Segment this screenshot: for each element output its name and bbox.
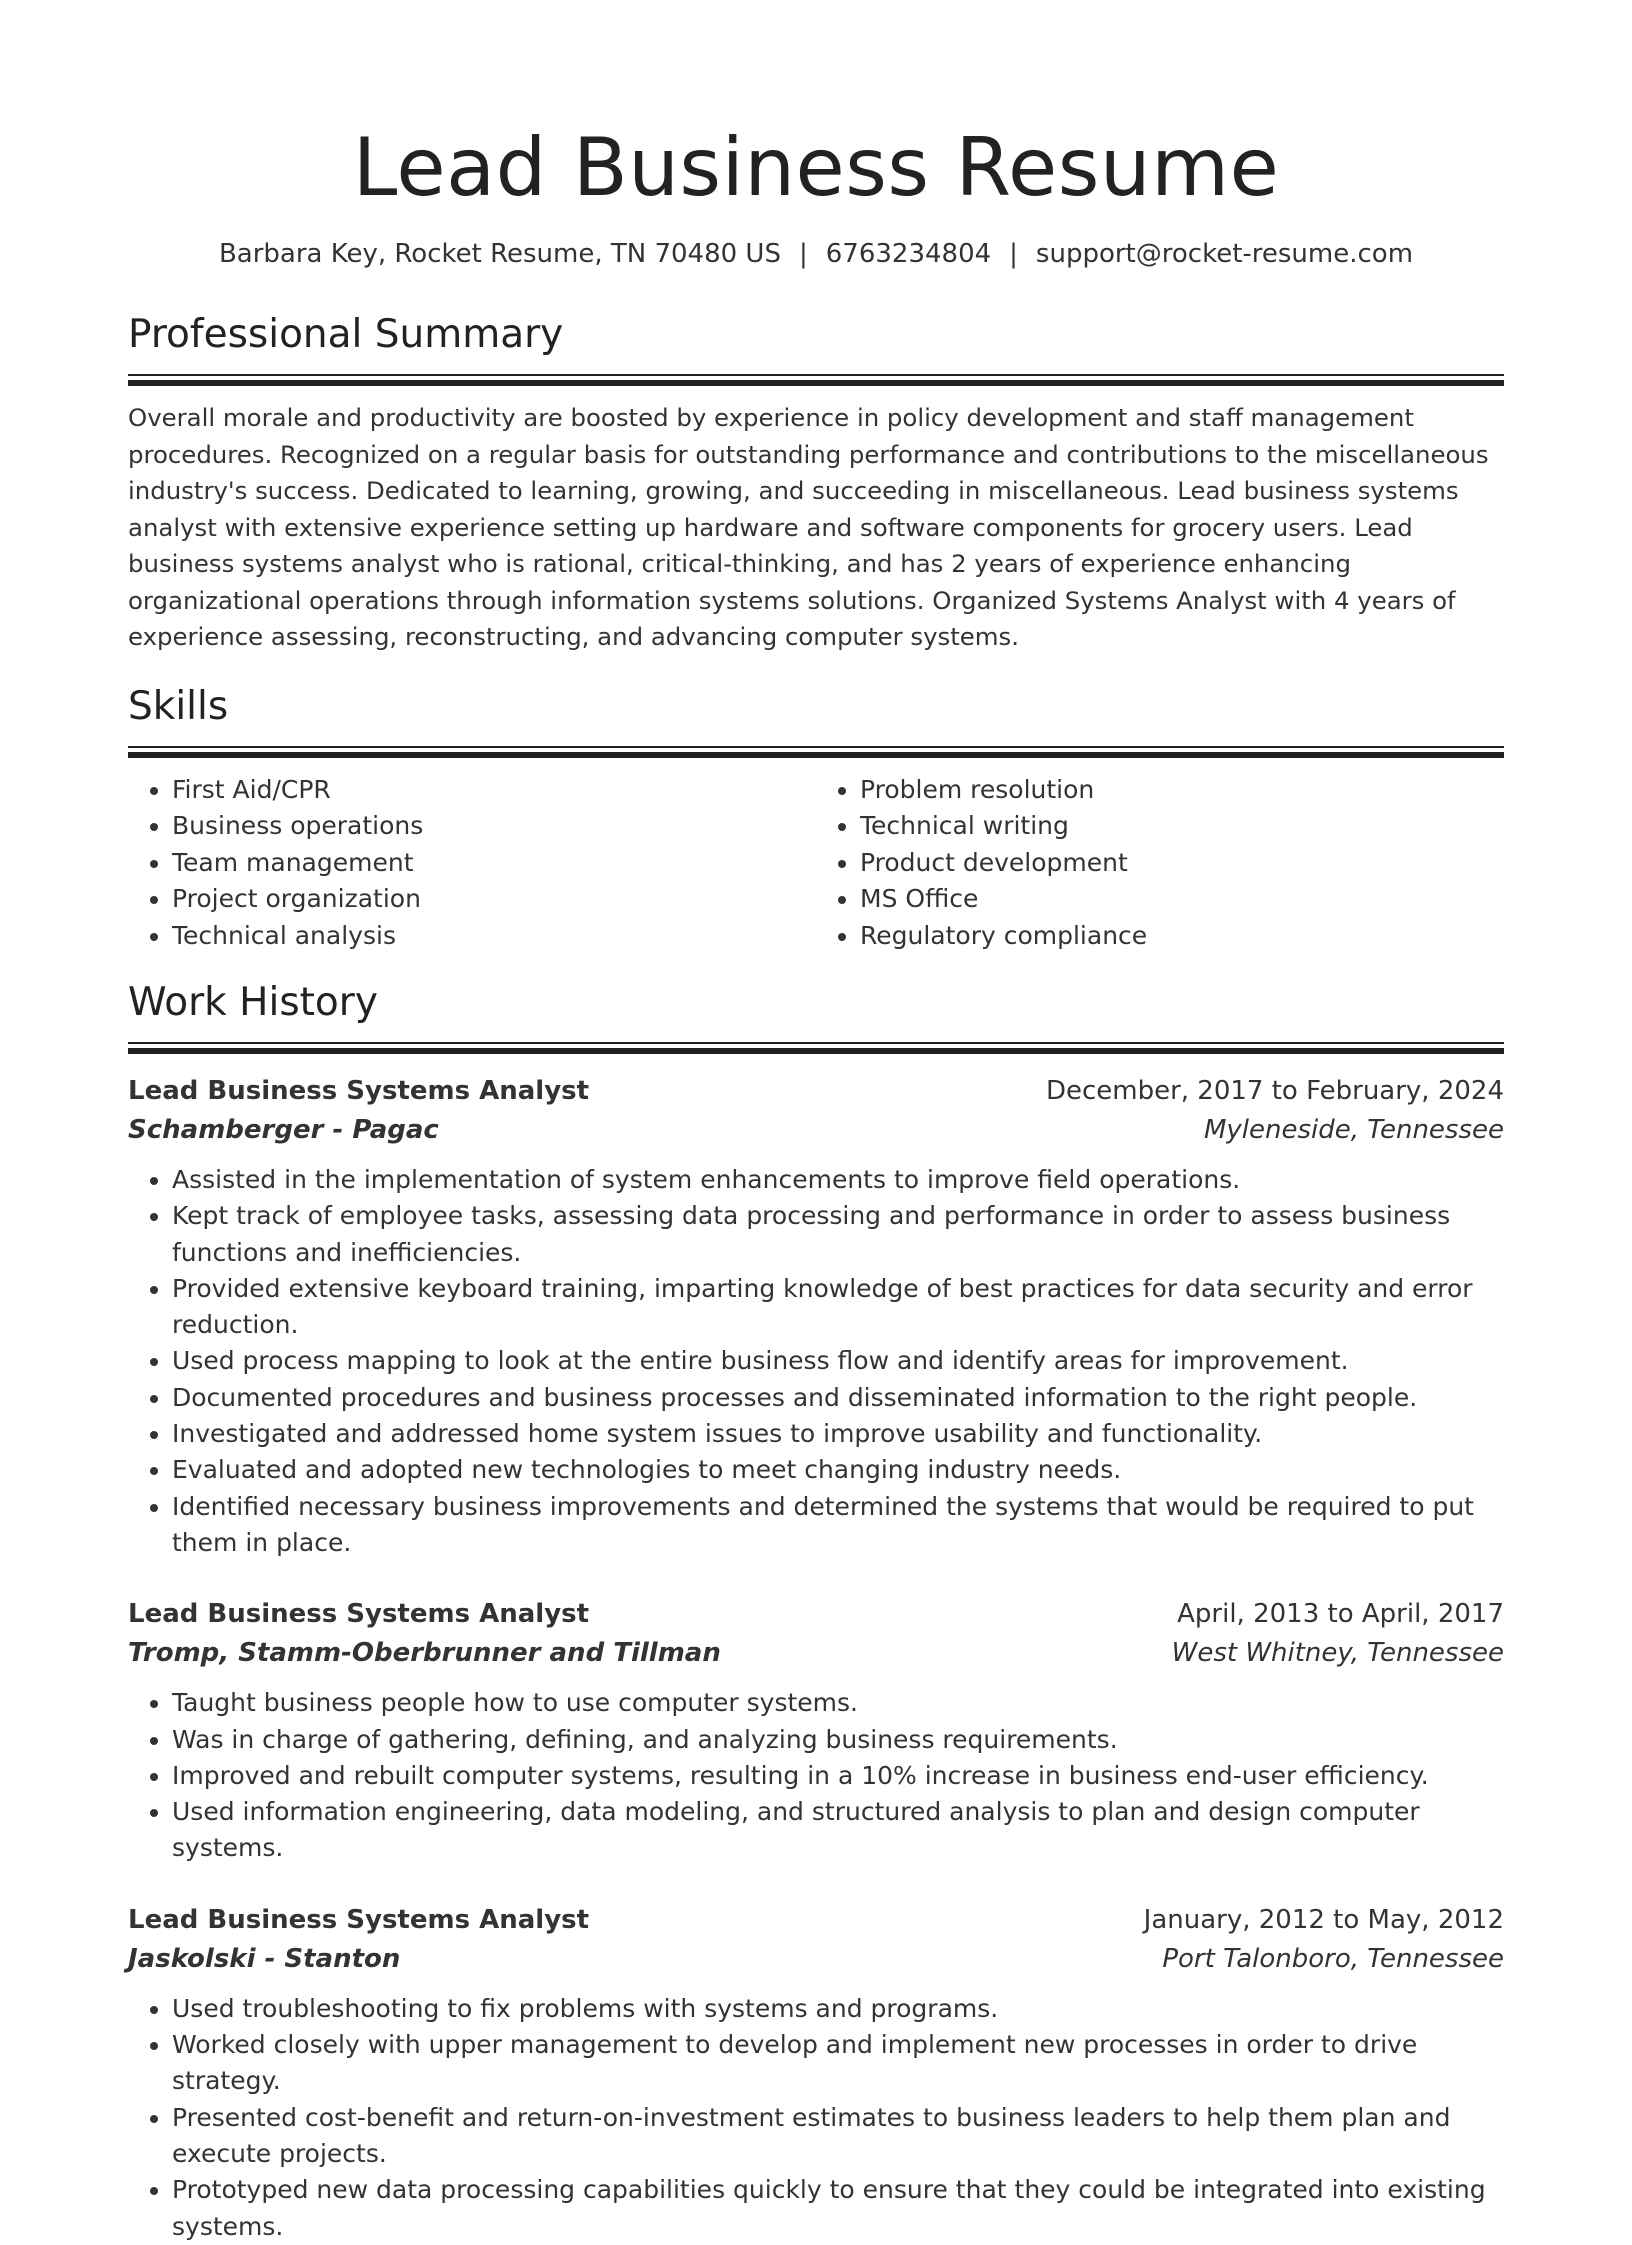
contact-separator: | [1009, 239, 1018, 269]
skills-list-left [128, 772, 816, 955]
section-divider [128, 1042, 1504, 1054]
skills-columns [128, 772, 1504, 955]
section-heading-skills: Skills [128, 683, 229, 729]
section-divider [128, 374, 1504, 386]
job-location: West Whitney, Tennessee [1171, 1638, 1504, 1669]
skill-item: • First Aid/CPR [172, 772, 816, 809]
summary-text: Overall morale and productivity are boosted by experience in policy development and staff management procedures. Recognized on a regular basis for outstanding performance and contributions to the miscellaneous industry's success. Dedicated to learning, growing, and succeeding in miscellaneous. Lead business systems analyst with extensive experience setting up hardware and software components for grocery users. Lead business systems analyst who is rational, critical-thinking, and has 2 years of experience enhancing organizational operations through information systems solutions. Organized Systems Analyst with 4 years of experience assessing, reconstructing, and advancing computer systems. [128, 403, 1489, 651]
job-bullet: • Taught business people how to use computer systems. [172, 1685, 1504, 1721]
skill-item: • Business operations [172, 808, 816, 845]
job-bullet: • Kept track of employee tasks, assessing data processing and performance in order to assess business functions and inefficiencies. [172, 1198, 1504, 1271]
skill-item: • Team management [172, 845, 816, 882]
skills-list-right [816, 772, 1504, 955]
job-bullet: • Evaluated and adopted new technologies to meet changing industry needs. [172, 1452, 1504, 1488]
job-company: Jaskolski - Stanton [128, 1943, 401, 1974]
job-bullet: • Presented cost-benefit and return-on-investment estimates to business leaders to help them plan and execute projects. [172, 2100, 1504, 2173]
job-dates: April, 2013 to April, 2017 [1177, 1599, 1504, 1630]
job-title: Lead Business Systems Analyst [128, 1076, 590, 1106]
skills-section [128, 682, 1504, 955]
job-location: Myleneside, Tennessee [1203, 1115, 1504, 1145]
job-bullet: • Investigated and addressed home system issues to improve usability and functionality. [172, 1416, 1504, 1452]
job-dates: December, 2017 to February, 2024 [1045, 1076, 1504, 1106]
job-bullet: • Used troubleshooting to fix problems with systems and programs. [172, 1991, 1504, 2027]
job-company: Schamberger - Pagac [128, 1115, 439, 1145]
contact-email: support@rocket-resume.com [1035, 239, 1414, 269]
resume-title: Lead Business Resume [352, 121, 1280, 214]
job-bullet: • Identified necessary business improvements and determined the systems that would be required to put them in place. [172, 1489, 1504, 1562]
skill-item: • Regulatory compliance [860, 918, 1504, 955]
job-bullet: • Provided extensive keyboard training, imparting knowledge of best practices for data security and error reduction. [172, 1271, 1504, 1344]
contact-line [128, 236, 1504, 272]
job-entry [128, 1901, 1504, 2245]
job-bullets [128, 1162, 1504, 1561]
job-bullet: • Assisted in the implementation of system enhancements to improve field operations. [172, 1162, 1504, 1198]
job-bullet: • Documented procedures and business processes and disseminated information to the right people. [172, 1380, 1504, 1416]
job-bullet: • Used process mapping to look at the entire business flow and identify areas for improvement. [172, 1343, 1504, 1379]
job-bullets [128, 1991, 1504, 2245]
skill-item: • MS Office [860, 881, 1504, 918]
job-bullet: • Worked closely with upper management to develop and implement new processes in order to drive strategy. [172, 2027, 1504, 2100]
job-company: Tromp, Stamm-Oberbrunner and Tillman [128, 1638, 721, 1669]
job-bullet: • Was in charge of gathering, defining, and analyzing business requirements. [172, 1722, 1504, 1758]
job-bullet: • Used information engineering, data modeling, and structured analysis to plan and design computer systems. [172, 1794, 1504, 1867]
skill-item: • Product development [860, 845, 1504, 882]
section-heading-work-history: Work History [128, 980, 378, 1025]
job-dates: January, 2012 to May, 2012 [1143, 1904, 1504, 1935]
skill-item: • Technical writing [860, 808, 1504, 845]
contact-phone: 6763234804 [825, 239, 992, 269]
section-divider [128, 746, 1504, 758]
job-bullet: • Prototyped new data processing capabilities quickly to ensure that they could be integrated into existing systems. [172, 2172, 1504, 2245]
job-location: Port Talonboro, Tennessee [1162, 1943, 1504, 1974]
contact-address: Barbara Key, Rocket Resume, TN 70480 US [218, 239, 781, 269]
contact-separator: | [798, 239, 808, 269]
job-entry [128, 1595, 1504, 1866]
job-bullet: • Improved and rebuilt computer systems, resulting in a 10% increase in business end-user efficiency. [172, 1758, 1504, 1794]
work-history-section [128, 978, 1504, 2245]
skill-item: • Project organization [172, 881, 816, 918]
skill-item: • Problem resolution [860, 772, 1504, 809]
job-title: Lead Business Systems Analyst [128, 1599, 590, 1630]
job-entry [128, 1072, 1504, 1561]
professional-summary-section [128, 310, 1504, 656]
skill-item: • Technical analysis [172, 918, 816, 955]
job-title: Lead Business Systems Analyst [128, 1904, 590, 1935]
section-heading-summary: Professional Summary [128, 312, 564, 357]
job-bullets [128, 1685, 1504, 1866]
